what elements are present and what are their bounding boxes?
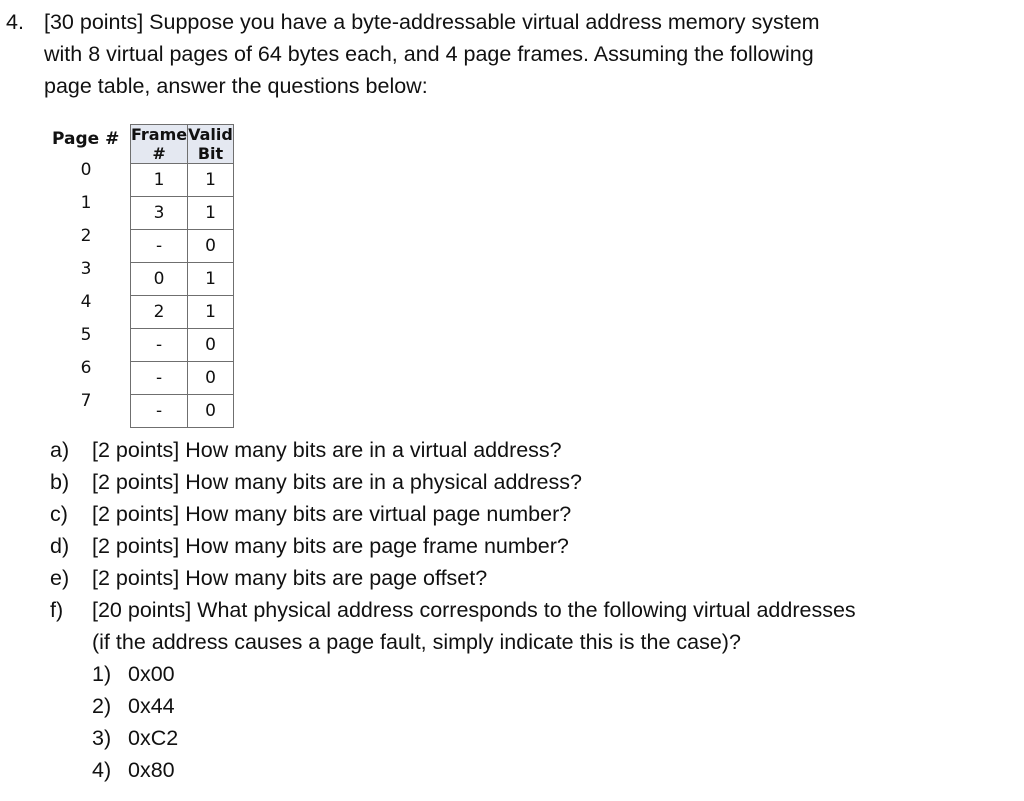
subquestion-c	[50, 498, 856, 530]
address-value: 0x00	[128, 662, 175, 686]
subquestion-letter: a)	[50, 438, 70, 462]
table-row	[131, 395, 234, 428]
subquestion-letter: f)	[50, 598, 64, 622]
question-line: [30 points] Suppose you have a byte-addressable virtual address memory system	[44, 10, 820, 34]
valid-bit-header: Valid Bit	[188, 125, 233, 163]
valid-cell: 1	[188, 296, 234, 329]
page-number-cell: 0	[80, 160, 92, 180]
page-number-cell: 2	[80, 226, 92, 246]
question-line: page table, answer the questions below:	[44, 74, 428, 98]
subquestion-a	[50, 434, 856, 466]
valid-cell: 1	[188, 263, 234, 296]
frame-cell: 2	[131, 296, 188, 329]
table-row	[131, 329, 234, 362]
page-number-column	[50, 124, 122, 418]
list-item	[92, 722, 898, 754]
frame-cell: -	[131, 362, 188, 395]
address-value: 0x44	[128, 694, 175, 718]
frame-cell: -	[131, 329, 188, 362]
subquestion-text: [20 points] What physical address corresponds to the following virtual addresses	[92, 598, 856, 622]
subquestion-list	[50, 434, 856, 786]
valid-cell: 1	[188, 197, 234, 230]
subquestion-letter: d)	[50, 534, 70, 558]
valid-cell: 0	[188, 362, 234, 395]
frame-cell: 0	[131, 263, 188, 296]
list-item	[92, 690, 898, 722]
table-row	[131, 197, 234, 230]
page-number-header: Page #	[52, 129, 120, 149]
page-number-cell: 4	[80, 292, 92, 312]
valid-cell: 0	[188, 329, 234, 362]
frame-cell: -	[131, 395, 188, 428]
subquestion-f	[50, 594, 856, 658]
valid-cell: 1	[188, 164, 234, 197]
question-prompt	[44, 6, 1004, 102]
page-table	[130, 124, 234, 428]
subquestion-letter: b)	[50, 470, 70, 494]
valid-cell: 0	[188, 230, 234, 263]
subquestion-b	[50, 466, 856, 498]
page-number-cell: 1	[80, 193, 92, 213]
address-number: 4)	[92, 758, 112, 782]
table-row	[131, 164, 234, 197]
subquestion-d	[50, 530, 856, 562]
subquestion-text: [2 points] How many bits are page frame number?	[92, 534, 569, 558]
frame-cell: -	[131, 230, 188, 263]
subquestion-letter: c)	[50, 502, 68, 526]
table-row	[131, 230, 234, 263]
table-row	[131, 296, 234, 329]
address-value: 0xC2	[128, 726, 179, 750]
frame-cell: 3	[131, 197, 188, 230]
subquestion-e	[50, 562, 856, 594]
page-number-cell: 7	[80, 391, 92, 411]
list-item	[92, 754, 898, 786]
list-item	[92, 658, 898, 690]
address-number: 2)	[92, 694, 112, 718]
address-number: 1)	[92, 662, 112, 686]
question-number: 4.	[6, 10, 24, 34]
subquestion-text: [2 points] How many bits are in a physical address?	[92, 470, 582, 494]
page-number-cell: 6	[80, 358, 92, 378]
frame-header: Frame #	[131, 125, 188, 163]
page-number-cell: 5	[80, 325, 92, 345]
table-row	[131, 362, 234, 395]
virtual-address-list	[92, 658, 898, 786]
frame-cell: 1	[131, 164, 188, 197]
subquestion-text: [2 points] How many bits are virtual page number?	[92, 502, 572, 526]
subquestion-text: [2 points] How many bits are page offset?	[92, 566, 488, 590]
question-line: with 8 virtual pages of 64 bytes each, and 4 page frames. Assuming the following	[44, 42, 814, 66]
subquestion-letter: e)	[50, 566, 70, 590]
table-header-row	[131, 125, 234, 164]
subquestion-continuation: (if the address causes a page fault, simply indicate this is the case)?	[92, 630, 741, 654]
address-number: 3)	[92, 726, 112, 750]
subquestion-text: [2 points] How many bits are in a virtual address?	[92, 438, 562, 462]
page-number-cell: 3	[80, 259, 92, 279]
address-value: 0x80	[128, 758, 175, 782]
valid-cell: 0	[188, 395, 234, 428]
table-row	[131, 263, 234, 296]
